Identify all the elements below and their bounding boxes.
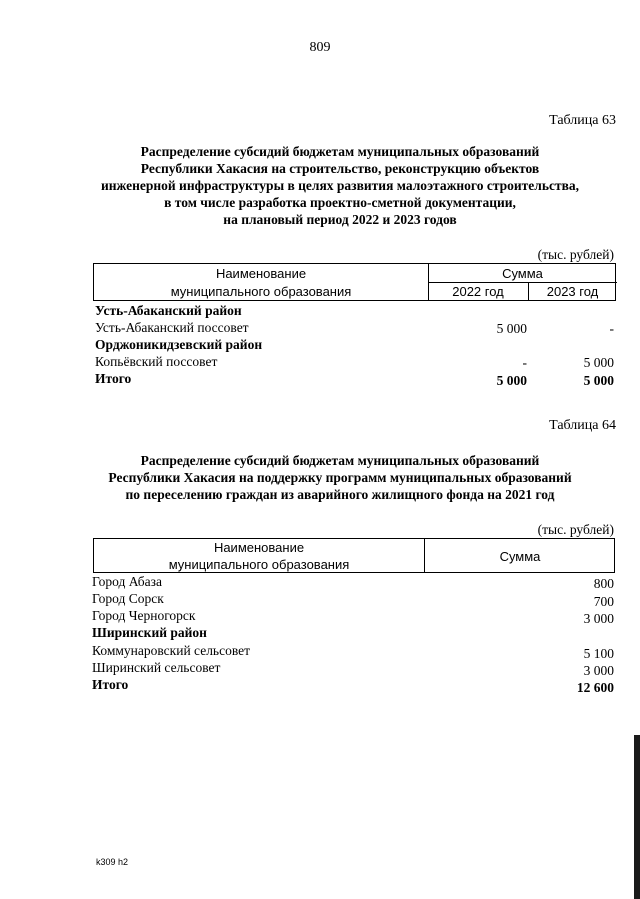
table-row-value: 700 <box>593 594 614 609</box>
table-63-label: Таблица 63 <box>549 113 616 128</box>
title-line: Республики Хакасия на строительство, реконструкцию объектов <box>140 161 540 176</box>
table-row-value: 3 000 <box>583 663 614 678</box>
table-64-title <box>60 452 620 503</box>
table-row-value: 12 600 <box>576 680 614 695</box>
table-row-name: Усть-Абаканский поссовет <box>95 320 249 335</box>
table-row-value: 3 000 <box>583 611 614 626</box>
table-64-unit: (тыс. рублей) <box>537 522 614 537</box>
header-2023: 2023 год <box>546 284 599 299</box>
header-sum: Сумма <box>502 266 543 281</box>
table-row-2023: - <box>609 321 614 336</box>
page-number: 809 <box>309 40 331 55</box>
table-row-2022: - <box>522 355 527 370</box>
table-row-name: Орджоникидзевский район <box>95 337 263 352</box>
table-row-name: Итого <box>95 371 132 386</box>
title-line: Распределение субсидий бюджетам муниципальных образований <box>140 453 540 468</box>
header-name-line2: муниципального образования <box>168 557 350 572</box>
table-row-name: Город Сорск <box>92 591 164 606</box>
header-2022: 2022 год <box>452 284 504 299</box>
table-row-name: Усть-Абаканский район <box>95 303 242 318</box>
table-63-unit: (тыс. рублей) <box>537 247 614 262</box>
table-row-value: 800 <box>593 576 614 591</box>
scan-edge <box>634 735 640 899</box>
title-line: по переселению граждан из аварийного жилищного фонда на 2021 год <box>125 487 555 502</box>
table-row-name: Коммунаровский сельсовет <box>92 643 251 658</box>
table-row-2022: 5 000 <box>496 373 527 388</box>
title-line: на плановый период 2022 и 2023 годов <box>223 212 457 227</box>
table-64-header <box>93 538 615 573</box>
table-row-2023: 5 000 <box>583 355 614 370</box>
header-name-line1: Наименование <box>215 266 307 281</box>
title-line: Республики Хакасия на поддержку программ муниципальных образований <box>108 470 572 485</box>
table-row-name: Ширинский сельсовет <box>92 660 221 675</box>
table-63-header <box>93 263 616 301</box>
table-63-title <box>60 143 620 228</box>
table-row-name: Ширинский район <box>92 625 207 640</box>
footer-code: k309 h2 <box>96 857 129 867</box>
header-name-line2: муниципального образования <box>170 284 352 299</box>
header-name-line1: Наименование <box>213 540 305 555</box>
table-row-name: Город Абаза <box>92 574 162 589</box>
table-row-name: Итого <box>92 677 129 692</box>
table-64-label: Таблица 64 <box>549 418 616 433</box>
table-row-2023: 5 000 <box>583 373 614 388</box>
header-sum: Сумма <box>499 549 541 564</box>
table-row-name: Город Черногорск <box>92 608 196 623</box>
title-line: в том числе разработка проектно-сметной документации, <box>164 195 516 210</box>
title-line: инженерной инфраструктуры в целях развития малоэтажного строительства, <box>100 178 580 193</box>
title-line: Распределение субсидий бюджетам муниципальных образований <box>140 144 540 159</box>
table-row-value: 5 100 <box>583 646 614 661</box>
table-row-2022: 5 000 <box>496 321 527 336</box>
table-row-name: Копьёвский поссовет <box>95 354 218 369</box>
